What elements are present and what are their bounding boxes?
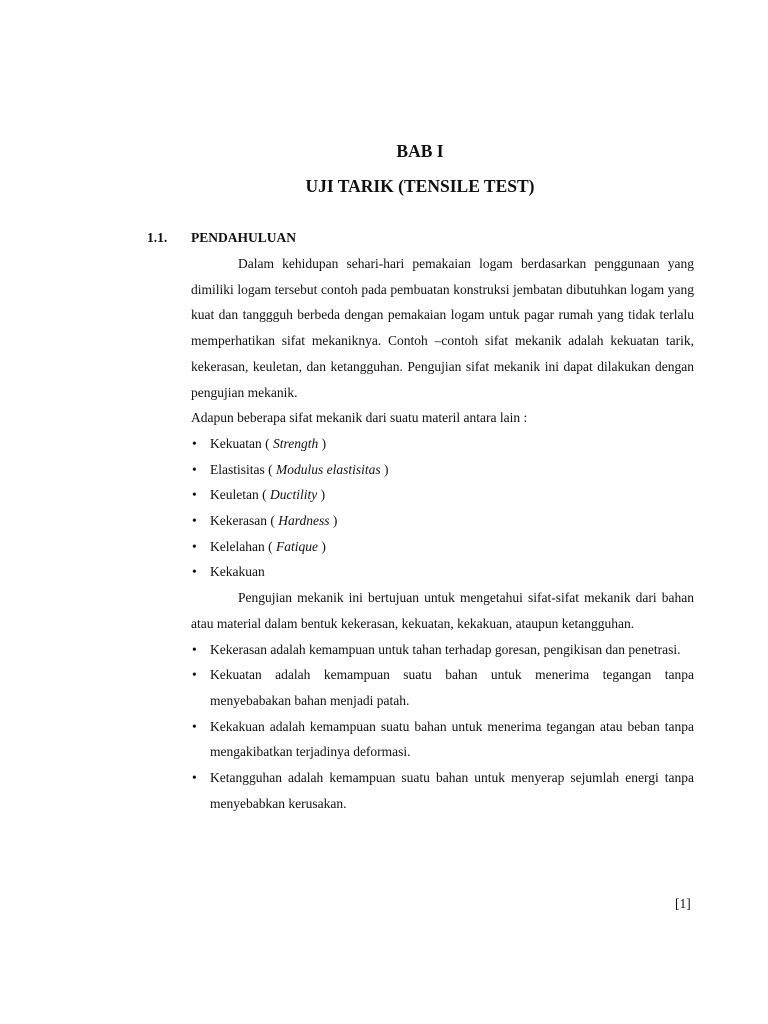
list-item: • Kekuatan ( Strength ) [191, 431, 694, 457]
list-item: • Kekuatan adalah kemampuan suatu bahan untuk menerima tegangan tanpa menyebabakan bahan menjadi patah. [191, 662, 694, 713]
bullet-icon: • [192, 435, 197, 451]
section-title: PENDAHULUAN [191, 230, 297, 245]
bullet-icon: • [192, 538, 197, 554]
body-text [191, 251, 694, 816]
bullet-icon: • [192, 513, 197, 529]
purpose-paragraph: Pengujian mekanik ini bertujuan untuk mengetahui sifat-sifat mekanik dari bahan atau material dalam bentuk kekerasan, kekuatan, kekakuan, ataupun ketangguhan. [191, 590, 694, 631]
chapter-title: UJI TARIK (TENSILE TEST) [305, 176, 535, 196]
list-item: • Kekerasan ( Hardness ) [191, 508, 694, 534]
list-item: • Kekerasan adalah kemampuan untuk tahan terhadap goresan, pengikisan dan penetrasi. [191, 637, 694, 663]
page-number: [1] [675, 896, 691, 911]
bullet-icon: • [192, 770, 197, 786]
list-item: • Kekakuan [191, 559, 694, 585]
section-number: 1.1. [147, 230, 168, 245]
bullet-icon: • [192, 667, 197, 683]
bullet-icon: • [192, 487, 197, 503]
bullet-icon: • [192, 718, 197, 734]
list-item: • Kelelahan ( Fatique ) [191, 534, 694, 560]
chapter-number: BAB I [396, 141, 444, 161]
list-item: • Elastisitas ( Modulus elastisitas ) [191, 457, 694, 483]
list-item: • Kekakuan adalah kemampuan suatu bahan untuk menerima tegangan atau beban tanpa mengakibatkan terjadinya deformasi. [191, 714, 694, 765]
bullet-icon: • [192, 564, 197, 580]
list-item: • Ketangguhan adalah kemampuan suatu bahan untuk menyerap sejumlah energi tanpa menyebabkan kerusakan. [191, 765, 694, 816]
bullet-icon: • [192, 461, 197, 477]
definition-list [191, 637, 694, 817]
property-list [191, 431, 694, 585]
list-item: • Keuletan ( Ductility ) [191, 482, 694, 508]
bullet-icon: • [192, 641, 197, 657]
property-list-intro: Adapun beberapa sifat mekanik dari suatu materil antara lain : [191, 410, 528, 426]
intro-paragraph: Dalam kehidupan sehari-hari pemakaian logam berdasarkan penggunaan yang dimiliki logam tersebut contoh pada pembuatan konstruksi jembatan dibutuhkan logam yang kuat dan tanggguh berbeda dengan pemakaian logam untuk pagar rumah yang tidak terlalu memperhatikan sifat mekaniknya. Contoh –contoh sifat mekanik adalah kekuatan tarik, kekerasan, keuletan, dan ketangguhan. Pengujian sifat mekanik ini dapat dilakukan dengan pengujian mekanik. [191, 256, 694, 400]
